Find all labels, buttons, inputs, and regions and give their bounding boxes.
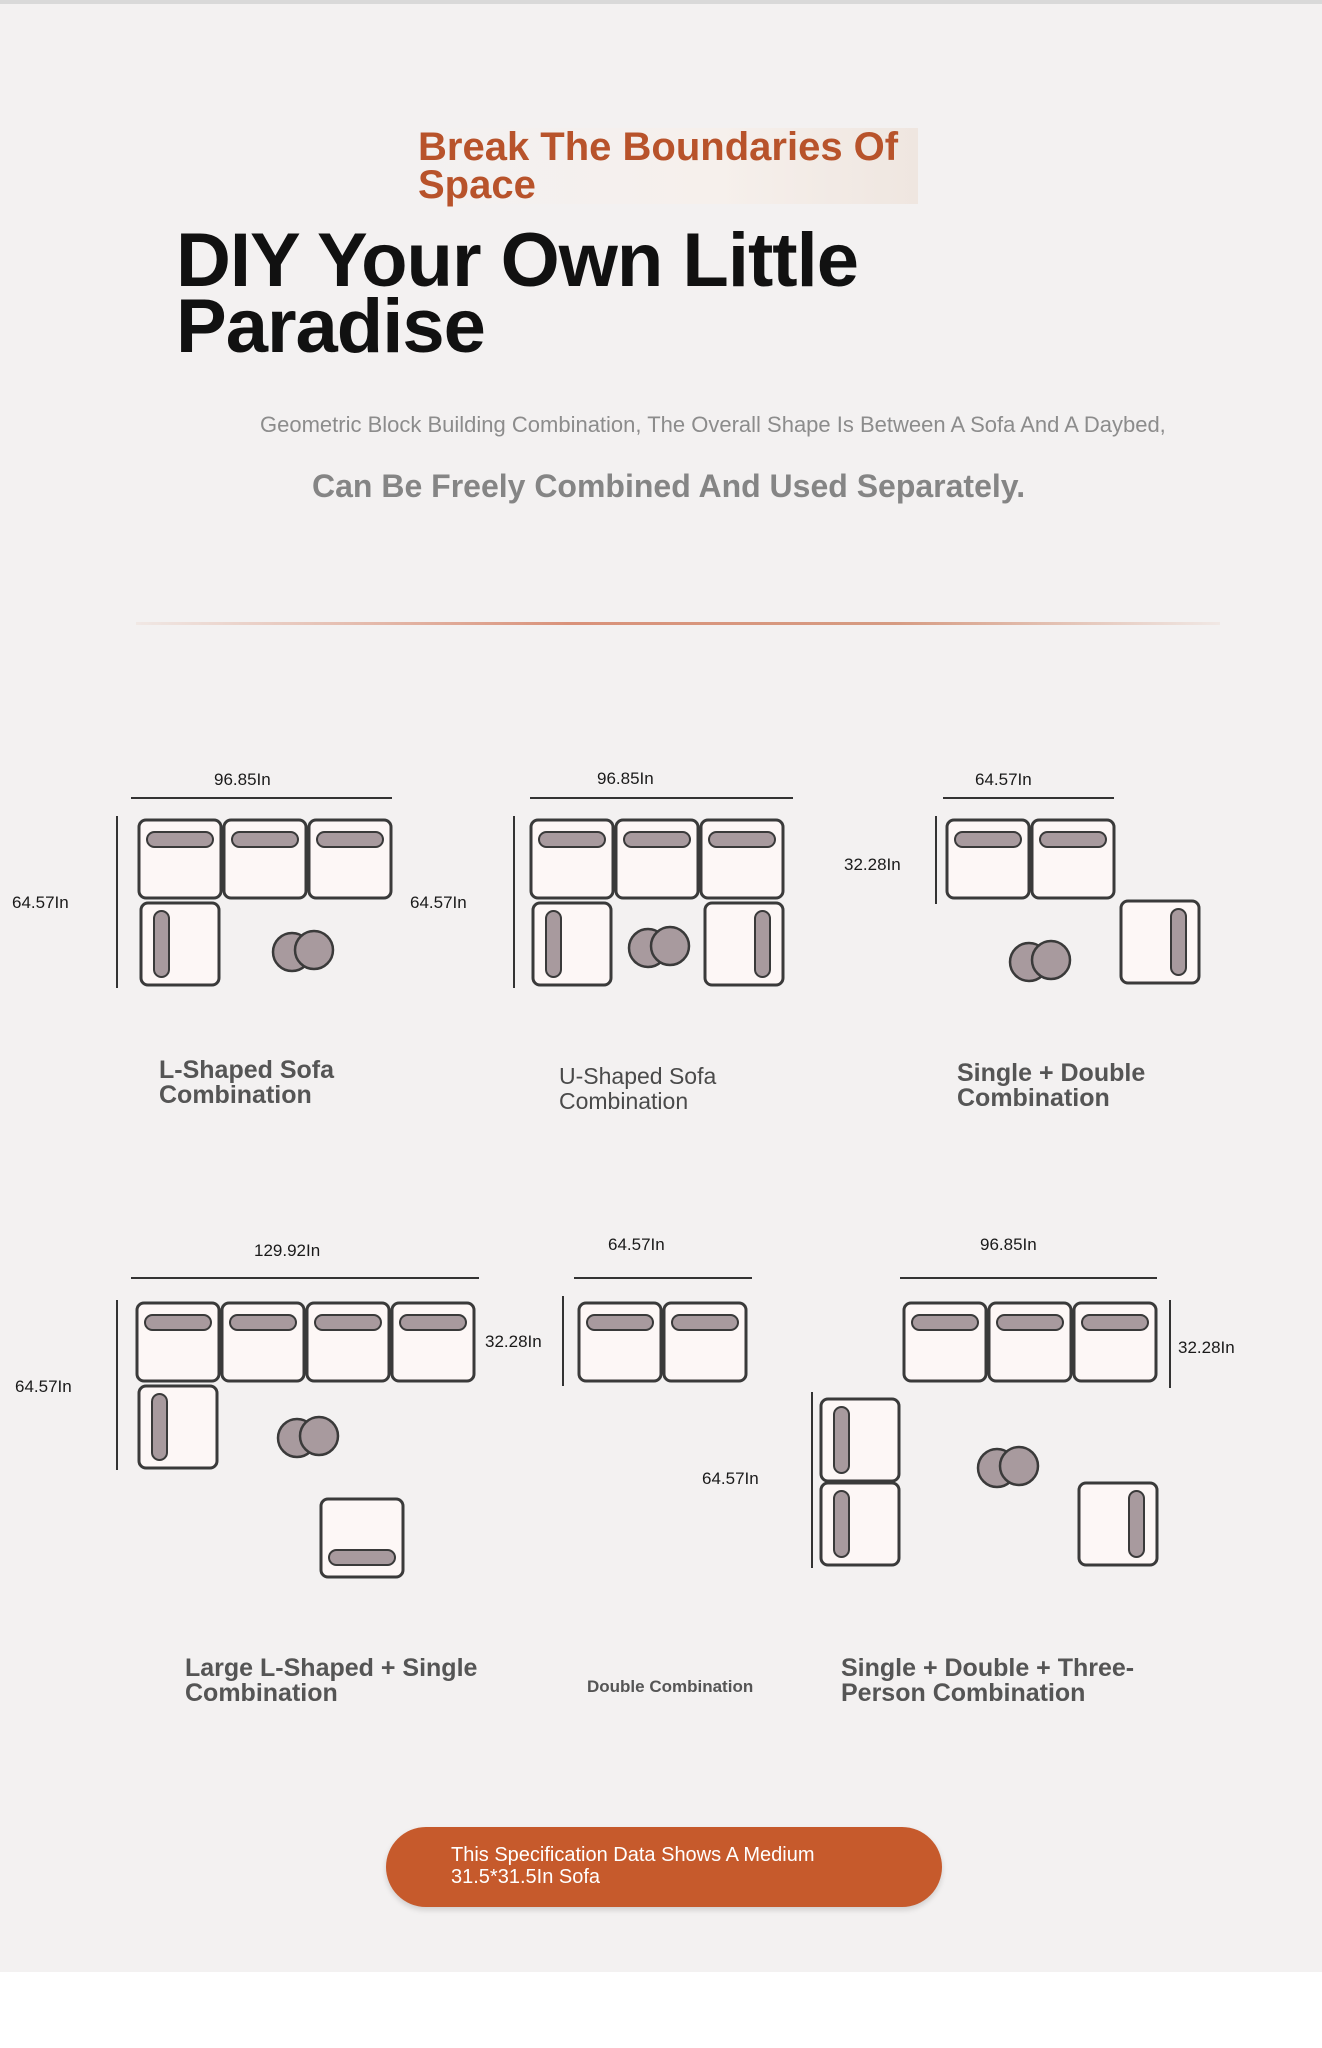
sdt-depth-left-label: 64.57In [702,1469,759,1488]
double-width-label: 64.57In [608,1235,665,1254]
l-depth-left-label: 64.57In [12,893,69,912]
caption-large-l: Large L-Shaped + Single Combination [185,1654,478,1707]
single-double-diagram [844,770,1199,983]
bottom-band [0,1972,1322,2048]
description-line-1: Geometric Block Building Combination, The Overall Shape Is Between A Sofa And A Daybed, [260,412,1166,437]
caption-single-double: Single + Double Combination [957,1059,1146,1112]
u-shaped-diagram [514,769,793,988]
single-double-three-diagram [702,1235,1235,1568]
caption-single-double-three: Single + Double + Three-Person Combination [841,1654,1135,1707]
large-l-diagram [15,1241,542,1577]
sd-depth-label: 32.28In [844,855,901,874]
large-l-width-label: 129.92In [254,1241,321,1260]
l-width-label: 96.85In [214,770,271,789]
spec-note-text: This Specification Data Shows A Medium 31.5*31.5In Sofa [451,1844,815,1888]
sd-width-label: 64.57In [975,770,1032,789]
large-l-depth-left-label: 64.57In [15,1377,72,1396]
description-line-2: Can Be Freely Combined And Used Separately. [312,468,1026,504]
sdt-width-label: 96.85In [980,1235,1037,1254]
caption-l-shaped: L-Shaped Sofa Combination [159,1056,335,1109]
kicker-title: Break The Boundaries Of Space [418,128,918,204]
l-depth-right-label: 64.57In [410,893,467,912]
double-diagram [563,1235,752,1386]
caption-double: Double Combination [587,1677,754,1696]
caption-u-shaped: U-Shaped Sofa Combination [559,1063,717,1114]
large-l-depth-right-label: 32.28In [485,1332,542,1351]
l-shaped-diagram [12,770,467,988]
spec-note-pill [386,1827,942,1907]
u-width-label: 96.85In [597,769,654,788]
sdt-depth-right-label: 32.28In [1178,1338,1235,1357]
headline: DIY Your Own Little Paradise [176,218,858,369]
